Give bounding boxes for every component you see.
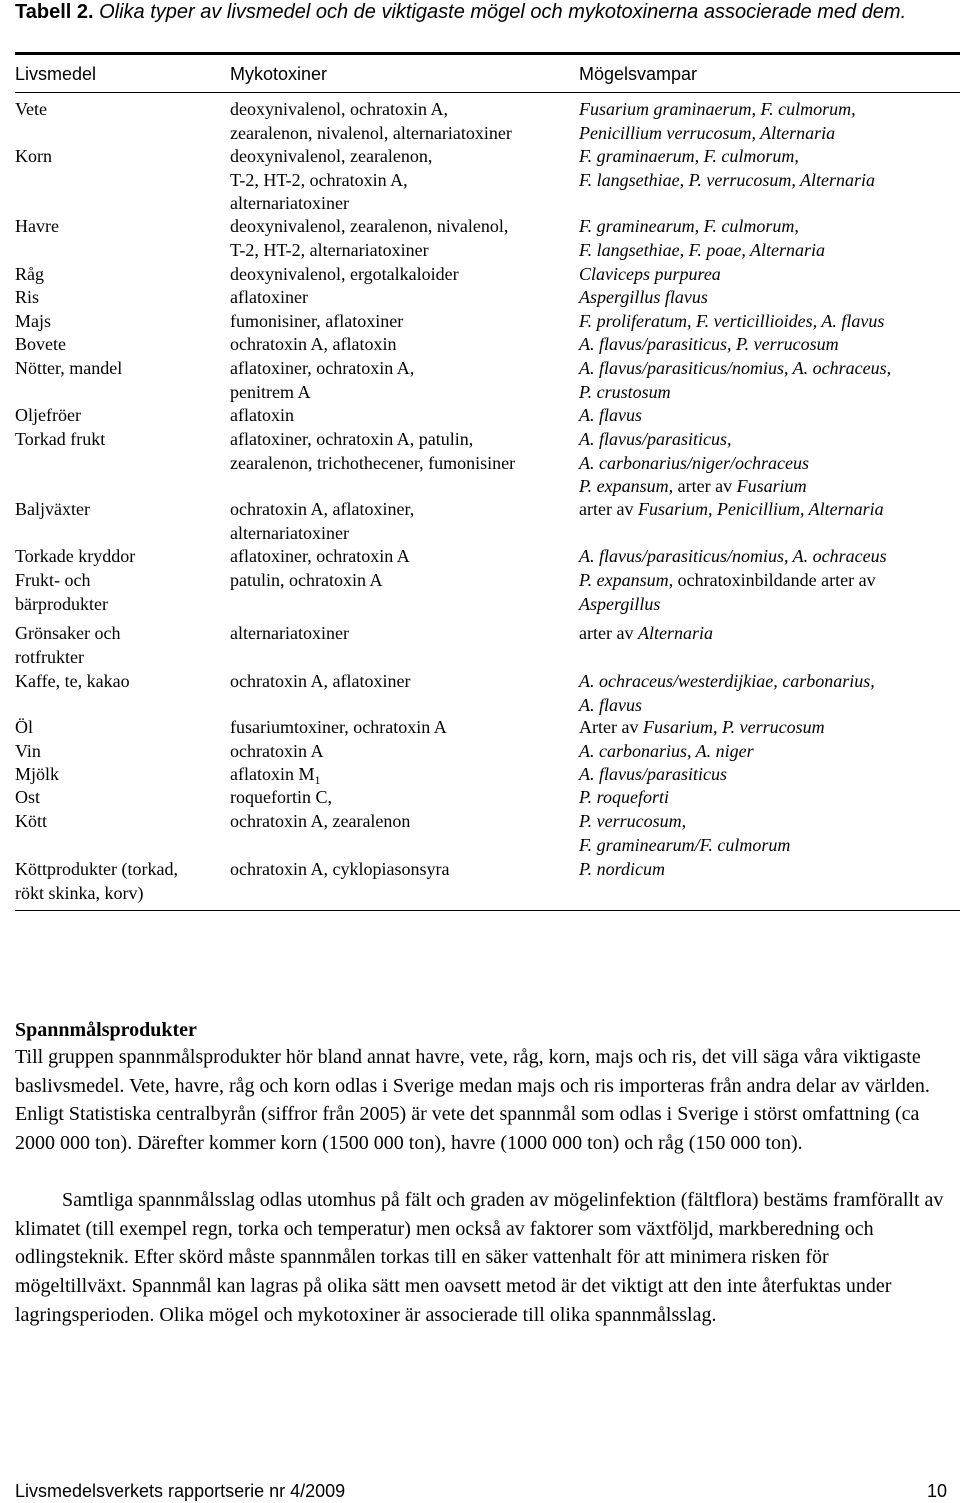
mold-cell xyxy=(579,498,960,522)
food-cell: Torkade kryddor xyxy=(15,546,136,566)
mold-cell: F. graminearum, F. culmorum, F. langsethiae, F. poae, Alternaria xyxy=(579,216,825,260)
footer-series: Livsmedelsverkets rapportserie nr 4/2009 xyxy=(15,1481,346,1501)
mycotoxin-cell: aflatoxiner, ochratoxin A, patulin, zearalenon, trichothecener, fumonisiner xyxy=(230,429,516,473)
mold-cell: F. graminaerum, F. culmorum, F. langsethiae, P. verrucosum, Alternaria xyxy=(579,146,875,190)
food-cell: Råg xyxy=(15,264,44,284)
mold-cell: A. flavus/parasiticus/nomius, A. ochraceus, P. crustosum xyxy=(579,358,892,402)
food-cell: Ost xyxy=(15,787,41,807)
mold-cell: Claviceps purpurea xyxy=(579,264,721,284)
mold-text: P. expansum, xyxy=(579,570,674,590)
food-cell: Kött xyxy=(15,811,48,831)
food-cell: Havre xyxy=(15,216,59,236)
table-bottom-rule xyxy=(15,910,960,911)
page-number: 10 xyxy=(926,1481,947,1501)
column-header-food: Livsmedel xyxy=(15,64,97,84)
food-cell: Bovete xyxy=(15,334,66,354)
mold-cell: A. flavus/parasiticus/nomius, A. ochraceus xyxy=(579,546,887,566)
mycotoxin-cell: ochratoxin A, zearalenon xyxy=(230,811,411,831)
mycotoxin-cell: fumonisiner, aflatoxiner xyxy=(230,311,404,331)
table-top-rule xyxy=(15,52,960,55)
mold-text-plain: arter av xyxy=(579,623,638,643)
food-cell: Torkad frukt xyxy=(15,429,106,449)
mycotoxin-cell: alternariatoxiner xyxy=(230,623,349,643)
mold-cell: A. flavus/parasiticus, P. verrucosum xyxy=(579,334,839,354)
mycotoxin-text: aflatoxin M xyxy=(230,764,315,784)
mold-text-plain: Arter av xyxy=(579,717,643,737)
section-paragraph-1: Till gruppen spannmålsprodukter hör bland annat havre, vete, råg, korn, majs och ris, det vill säga våra viktigaste baslivsmedel. Vete, havre, råg och korn odlas i Sverige medan majs och ris importeras från andra delar av världen. Enligt Statistiska centralbyrån (siffror från 2005) är vete det spannmål som odlas i Sverige i störst omfattning (ca 2000 000 ton). Därefter kommer korn (1500 000 ton), havre (1000 000 ton) och råg (150 000 ton). xyxy=(15,1046,930,1155)
mold-text: Fusarium, Penicillium, Alternaria xyxy=(637,499,884,519)
mycotoxin-cell xyxy=(230,763,575,789)
mycotoxin-cell: fusariumtoxiner, ochratoxin A xyxy=(230,717,447,737)
mycotoxin-cell: deoxynivalenol, zearalenon, nivalenol, T-2, HT-2, alternariatoxiner xyxy=(230,216,509,260)
mycotoxin-cell: roquefortin C, xyxy=(230,787,332,807)
food-cell: Nötter, mandel xyxy=(15,358,123,378)
food-cell: Grönsaker och rotfrukter xyxy=(15,623,121,667)
mycotoxin-cell: aflatoxiner, ochratoxin A, penitrem A xyxy=(230,358,415,402)
caption-label: Tabell 2. xyxy=(15,1,94,23)
mold-cell: A. carbonarius, A. niger xyxy=(579,741,754,761)
mold-cell xyxy=(579,622,960,646)
food-cell: Baljväxter xyxy=(15,499,90,519)
mycotoxin-cell: deoxynivalenol, zearalenon, T-2, HT-2, ochratoxin A, alternariatoxiner xyxy=(230,146,433,213)
mycotoxin-cell: aflatoxiner xyxy=(230,287,308,307)
column-header-molds: Mögelsvampar xyxy=(579,64,698,84)
food-cell: Vin xyxy=(15,741,41,761)
mold-cell: A. ochraceus/westerdijkiae, carbonarius, A. flavus xyxy=(579,671,875,715)
food-cell: Ris xyxy=(15,287,40,307)
food-cell: Frukt- och bärprodukter xyxy=(15,570,108,614)
table-caption xyxy=(15,0,935,25)
mold-cell xyxy=(579,716,960,740)
food-cell: Köttprodukter (torkad, rökt skinka, korv) xyxy=(15,859,178,903)
mold-cell: P. nordicum xyxy=(579,859,666,879)
mycotoxin-cell: patulin, ochratoxin A xyxy=(230,570,383,590)
mold-text: A. flavus/parasiticus, A. carbonarius/niger/ochraceus P. expansum, xyxy=(579,429,809,496)
section-paragraph-2: Samtliga spannmålsslag odlas utomhus på fält och graden av mögelinfektion (fältflora) bestäms framförallt av klimatet (till exempel regn, torka och temperatur) men också av faktorer som växtföljd, markberedning och odlingsteknik. Efter skörd måste spannmålen torkas till en säker vattenhalt för att minimera risken för mögeltillväxt. Spannmål kan lagras på olika sätt men oavsett metod är det viktigt att den inte återfuktas under lagringsperioden. Olika mögel och mykotoxiner är associerade till olika spannmålsslag. xyxy=(15,1189,944,1326)
mold-text: Fusarium xyxy=(736,476,807,496)
food-cell: Korn xyxy=(15,146,52,166)
mold-cell xyxy=(579,569,960,616)
mold-text-plain: ochratoxinbildande arter av xyxy=(677,570,876,590)
mycotoxin-cell: deoxynivalenol, ergotalkaloider xyxy=(230,264,459,284)
mycotoxin-cell: ochratoxin A, aflatoxin xyxy=(230,334,397,354)
header-divider xyxy=(15,92,960,93)
food-cell: Majs xyxy=(15,311,51,331)
mycotoxin-cell: ochratoxin A xyxy=(230,741,324,761)
mold-cell: P. roqueforti xyxy=(579,787,670,807)
mold-cell: Fusarium graminaerum, F. culmorum, Penicillium verrucosum, Alternaria xyxy=(579,99,856,143)
mycotoxin-cell: ochratoxin A, cyklopiasonsyra xyxy=(230,859,450,879)
section-heading: Spannmålsprodukter xyxy=(15,1019,197,1041)
mold-cell: A. flavus/parasiticus xyxy=(579,764,727,784)
mycotoxin-cell: ochratoxin A, aflatoxiner xyxy=(230,671,411,691)
mold-text: Alternaria xyxy=(637,623,713,643)
mycotoxin-subscript: 1 xyxy=(314,773,321,787)
caption-text: Olika typer av livsmedel och de viktigaste mögel och mykotoxinerna associerade med dem. xyxy=(99,1,907,23)
mold-cell: F. proliferatum, F. verticillioides, A. flavus xyxy=(579,311,885,331)
food-cell: Öl xyxy=(15,717,33,737)
mold-text: Fusarium, P. verrucosum xyxy=(642,717,825,737)
food-cell: Mjölk xyxy=(15,764,60,784)
mycotoxin-cell: deoxynivalenol, ochratoxin A, zearalenon, nivalenol, alternariatoxiner xyxy=(230,99,512,143)
mold-text: Aspergillus xyxy=(579,593,661,614)
mold-cell xyxy=(579,428,960,499)
food-cell: Vete xyxy=(15,99,47,119)
mycotoxin-cell: aflatoxiner, ochratoxin A xyxy=(230,546,410,566)
mycotoxin-cell: aflatoxin xyxy=(230,405,294,425)
mold-cell: Aspergillus flavus xyxy=(579,287,708,307)
mold-cell: A. flavus xyxy=(579,405,642,425)
mycotoxin-cell: ochratoxin A, aflatoxiner, alternariatoxiner xyxy=(230,499,415,543)
mold-text-plain: arter av xyxy=(579,499,638,519)
food-cell: Kaffe, te, kakao xyxy=(15,671,130,691)
mold-text-plain: arter av xyxy=(673,476,737,496)
mold-cell: P. verrucosum, F. graminearum/F. culmorum xyxy=(579,811,791,855)
food-cell: Oljefröer xyxy=(15,405,81,425)
column-header-mycotoxins: Mykotoxiner xyxy=(230,64,328,84)
